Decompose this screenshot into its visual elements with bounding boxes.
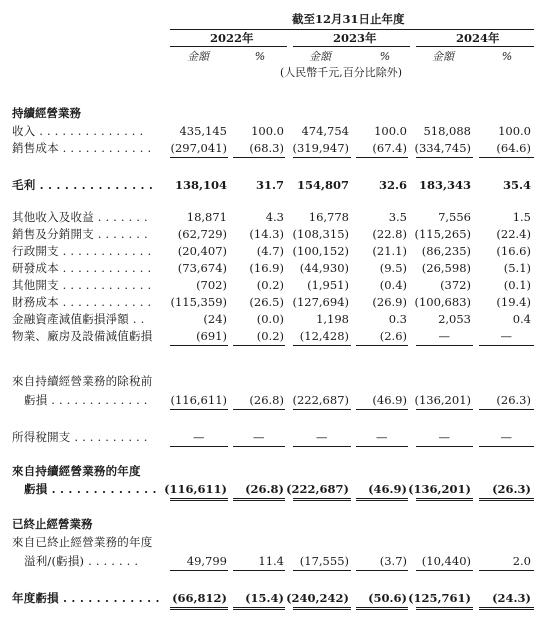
subtotal-rule bbox=[356, 345, 408, 346]
row-label-cont: 虧損 . . . . . . . . . . . . . bbox=[24, 393, 148, 407]
row-value: (0.1) bbox=[503, 278, 531, 292]
subtotal-rule bbox=[416, 409, 473, 410]
row-label: 收入 . . . . . . . . . . . . . . bbox=[12, 124, 144, 138]
row-value: (136,201) bbox=[408, 482, 471, 496]
row-label: 金融資產減值虧損淨額 . . bbox=[12, 312, 145, 326]
total-double-rule bbox=[170, 498, 228, 501]
section-discontinued: 已終止經營業務 bbox=[12, 517, 93, 531]
row-value: (0.0) bbox=[256, 312, 284, 326]
row-value: (372) bbox=[440, 278, 471, 292]
row-value: 49,799 bbox=[186, 554, 227, 568]
total-double-rule bbox=[416, 498, 473, 501]
subtotal-rule bbox=[233, 409, 285, 410]
row-value: (62,729) bbox=[177, 227, 227, 241]
subtotal-rule bbox=[233, 345, 285, 346]
row-value: 2,053 bbox=[438, 312, 471, 326]
unit-note: (人民幣千元,百分比除外) bbox=[280, 66, 403, 79]
row-value: (0.2) bbox=[256, 278, 284, 292]
year-2024: 2024年 bbox=[456, 31, 500, 45]
row-label: 來自持續經營業務的年度 bbox=[12, 464, 141, 478]
row-value: (26.5) bbox=[249, 295, 284, 309]
row-label: 來自持續經營業務的除稅前 bbox=[12, 374, 153, 388]
row-value: (100,152) bbox=[292, 244, 349, 258]
row-value: 4.3 bbox=[265, 210, 284, 224]
row-value: (5.1) bbox=[503, 261, 531, 275]
year-2022: 2022年 bbox=[210, 31, 254, 45]
row-value: (116,611) bbox=[170, 393, 227, 407]
subtotal-rule bbox=[170, 570, 228, 571]
row-label-cont: 溢利/(虧損) . . . . . . . bbox=[24, 554, 139, 568]
subtotal-rule bbox=[233, 157, 285, 158]
row-value: (9.5) bbox=[379, 261, 407, 275]
row-value: (50.6) bbox=[368, 591, 407, 605]
year-rule-2023 bbox=[293, 46, 410, 47]
row-value: (24.3) bbox=[492, 591, 531, 605]
col-amount-2022: 金額 bbox=[187, 50, 209, 63]
row-value: 100.0 bbox=[374, 124, 407, 138]
total-double-rule bbox=[233, 607, 285, 610]
row-value: 32.6 bbox=[378, 178, 407, 192]
total-double-rule bbox=[233, 498, 285, 501]
row-value: — bbox=[438, 430, 450, 444]
subtotal-rule bbox=[479, 345, 534, 346]
row-value: (15.4) bbox=[245, 591, 284, 605]
subtotal-rule bbox=[416, 446, 473, 447]
subtotal-rule bbox=[293, 570, 351, 571]
subtotal-rule bbox=[416, 157, 473, 158]
row-value: 31.7 bbox=[255, 178, 284, 192]
row-value: 3.5 bbox=[388, 210, 407, 224]
total-double-rule bbox=[416, 607, 473, 610]
total-double-rule bbox=[293, 498, 351, 501]
row-value: (26.9) bbox=[372, 295, 407, 309]
row-value: (46.9) bbox=[368, 482, 407, 496]
row-value: 474,754 bbox=[301, 124, 349, 138]
subtotal-rule bbox=[416, 345, 473, 346]
row-label: 其他開支 . . . . . . . . . . . . bbox=[12, 278, 152, 292]
row-value: 18,871 bbox=[186, 210, 227, 224]
row-value: 100.0 bbox=[251, 124, 284, 138]
row-value: (20,407) bbox=[177, 244, 227, 258]
row-label: 財務成本 . . . . . . . . . . . . bbox=[12, 295, 152, 309]
row-value: — bbox=[253, 430, 265, 444]
row-value: (26,598) bbox=[421, 261, 471, 275]
row-value: (297,041) bbox=[170, 141, 227, 155]
row-value: (222,687) bbox=[292, 393, 349, 407]
subtotal-rule bbox=[170, 345, 228, 346]
row-value: (4.7) bbox=[256, 244, 284, 258]
row-value: (127,694) bbox=[292, 295, 349, 309]
row-value: (240,242) bbox=[286, 591, 349, 605]
header-rule bbox=[170, 29, 534, 30]
total-double-rule bbox=[356, 498, 408, 501]
row-value: (19.4) bbox=[496, 295, 531, 309]
subtotal-rule bbox=[479, 409, 534, 410]
row-value: (44,930) bbox=[299, 261, 349, 275]
row-label-cont: 虧損 . . . . . . . . . . . . . bbox=[24, 482, 157, 496]
subtotal-rule bbox=[293, 157, 351, 158]
year-rule-2024 bbox=[416, 46, 534, 47]
row-value: (222,687) bbox=[286, 482, 349, 496]
row-label: 研發成本 . . . . . . . . . . . . bbox=[12, 261, 152, 275]
row-value: (16.6) bbox=[496, 244, 531, 258]
row-value: (2.6) bbox=[379, 329, 407, 343]
row-value: (26.8) bbox=[249, 393, 284, 407]
row-value: 183,343 bbox=[418, 178, 471, 192]
row-value: (26.3) bbox=[496, 393, 531, 407]
subtotal-rule bbox=[479, 157, 534, 158]
row-value: (100,683) bbox=[414, 295, 471, 309]
row-label: 年度虧損 . . . . . . . . . . . . bbox=[12, 591, 160, 605]
subtotal-rule bbox=[293, 409, 351, 410]
row-value: (17,555) bbox=[299, 554, 349, 568]
row-value: (26.3) bbox=[492, 482, 531, 496]
total-double-rule bbox=[479, 607, 534, 610]
row-value: 2.0 bbox=[512, 554, 531, 568]
subtotal-rule bbox=[356, 409, 408, 410]
row-value: (136,201) bbox=[414, 393, 471, 407]
row-value: (0.4) bbox=[379, 278, 407, 292]
row-value: (691) bbox=[196, 329, 227, 343]
year-rule-2022 bbox=[170, 46, 287, 47]
row-value: 11.4 bbox=[258, 554, 284, 568]
row-value: (26.8) bbox=[245, 482, 284, 496]
row-value: (86,235) bbox=[421, 244, 471, 258]
row-value: — bbox=[438, 329, 450, 343]
row-value: (66,812) bbox=[172, 591, 227, 605]
period-title: 截至12月31日止年度 bbox=[292, 12, 405, 26]
row-value: (46.9) bbox=[372, 393, 407, 407]
row-value: (334,745) bbox=[414, 141, 471, 155]
row-value: (1,951) bbox=[307, 278, 349, 292]
row-value: (64.6) bbox=[496, 141, 531, 155]
subtotal-rule bbox=[356, 446, 408, 447]
row-label: 銷售及分銷開支 . . . . . . . bbox=[12, 227, 148, 241]
row-value: (3.7) bbox=[379, 554, 407, 568]
row-value: (16.9) bbox=[249, 261, 284, 275]
subtotal-rule bbox=[170, 409, 228, 410]
col-amount-2023: 金額 bbox=[309, 50, 331, 63]
total-double-rule bbox=[170, 607, 228, 610]
row-value: 435,145 bbox=[179, 124, 227, 138]
row-value: (21.1) bbox=[372, 244, 407, 258]
row-value: (702) bbox=[196, 278, 227, 292]
subtotal-rule bbox=[479, 570, 534, 571]
total-double-rule bbox=[479, 498, 534, 501]
row-value: 1.5 bbox=[512, 210, 531, 224]
row-value: (68.3) bbox=[249, 141, 284, 155]
subtotal-rule bbox=[170, 157, 228, 158]
row-value: — bbox=[500, 329, 512, 343]
total-double-rule bbox=[356, 607, 408, 610]
row-value: (67.4) bbox=[372, 141, 407, 155]
row-value: 7,556 bbox=[438, 210, 471, 224]
subtotal-rule bbox=[233, 446, 285, 447]
row-label: 物業、廠房及設備減值虧損 bbox=[12, 329, 153, 343]
row-label: 來自已終止經營業務的年度 bbox=[12, 535, 153, 549]
row-value: (108,315) bbox=[292, 227, 349, 241]
row-value: (73,674) bbox=[177, 261, 227, 275]
row-value: (10,440) bbox=[421, 554, 471, 568]
row-value: (12,428) bbox=[299, 329, 349, 343]
subtotal-rule bbox=[356, 157, 408, 158]
year-2023: 2023年 bbox=[333, 31, 377, 45]
subtotal-rule bbox=[293, 345, 351, 346]
row-value: 138,104 bbox=[174, 178, 227, 192]
row-value: (125,761) bbox=[408, 591, 471, 605]
col-pct-2024: % bbox=[501, 50, 513, 63]
row-value: 0.4 bbox=[512, 312, 531, 326]
row-value: (14.3) bbox=[249, 227, 284, 241]
row-value: — bbox=[500, 430, 512, 444]
subtotal-rule bbox=[479, 446, 534, 447]
section-continuing: 持續經營業務 bbox=[12, 106, 81, 120]
row-value: (319,947) bbox=[292, 141, 349, 155]
subtotal-rule bbox=[416, 570, 473, 571]
row-label: 行政開支 . . . . . . . . . . . . bbox=[12, 244, 152, 258]
row-label: 所得稅開支 . . . . . . . . . . bbox=[12, 430, 148, 444]
subtotal-rule bbox=[356, 570, 408, 571]
col-amount-2024: 金額 bbox=[432, 50, 454, 63]
row-value: (115,265) bbox=[414, 227, 471, 241]
row-label: 銷售成本 . . . . . . . . . . . . bbox=[12, 141, 152, 155]
row-label: 毛利 . . . . . . . . . . . . . . bbox=[12, 178, 154, 192]
row-value: (22.4) bbox=[496, 227, 531, 241]
col-pct-2023: % bbox=[379, 50, 391, 63]
subtotal-rule bbox=[233, 570, 285, 571]
row-value: (24) bbox=[203, 312, 227, 326]
row-value: 16,778 bbox=[308, 210, 349, 224]
total-double-rule bbox=[293, 607, 351, 610]
row-value: — bbox=[316, 430, 328, 444]
subtotal-rule bbox=[293, 446, 351, 447]
row-value: 154,807 bbox=[296, 178, 349, 192]
row-value: (116,611) bbox=[164, 482, 227, 496]
row-value: (0.2) bbox=[256, 329, 284, 343]
row-value: 0.3 bbox=[388, 312, 407, 326]
row-value: — bbox=[376, 430, 388, 444]
row-value: (22.8) bbox=[372, 227, 407, 241]
row-value: — bbox=[193, 430, 205, 444]
row-value: 100.0 bbox=[498, 124, 531, 138]
subtotal-rule bbox=[170, 446, 228, 447]
row-label: 其他收入及收益 . . . . . . . bbox=[12, 210, 148, 224]
col-pct-2022: % bbox=[254, 50, 266, 63]
row-value: (115,359) bbox=[170, 295, 227, 309]
row-value: 35.4 bbox=[502, 178, 531, 192]
row-value: 518,088 bbox=[423, 124, 471, 138]
row-value: 1,198 bbox=[316, 312, 349, 326]
